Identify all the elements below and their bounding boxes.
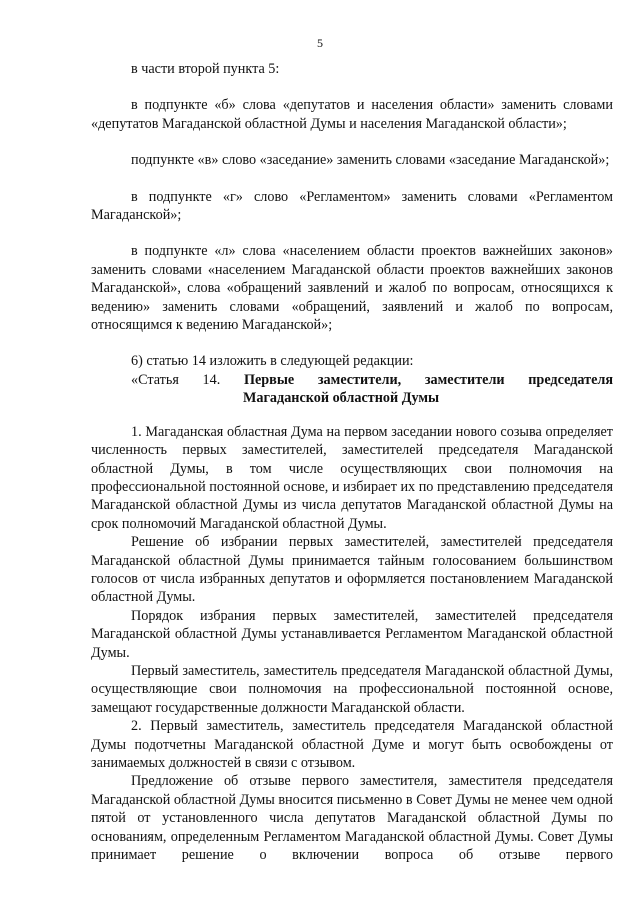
paragraph: в подпункте «б» слова «депутатов и населения области» заменить словами «депутатов Магаданской областной Думы и населения Магаданской области»;	[91, 97, 613, 132]
paragraph: 1. Магаданская областная Дума на первом заседании нового созыва определяет численность первых заместителей, заместителей председателя Магаданской областной Думы, в том числе осуществляющих свои полномочия на профессиональной постоянной основе, и избирает их по представлению председателя Магаданской областной Думы из числа депутатов Магаданской областной Думы на срок полномочий Магаданской областной Думы.	[91, 423, 613, 532]
article-heading	[91, 371, 613, 389]
article-heading-prefix: «Статья 14.	[131, 371, 221, 388]
paragraph: в подпункте «г» слово «Регламентом» заменить словами «Регламентом Магаданской»;	[91, 188, 613, 224]
paragraph: в части второй пункта 5:	[131, 61, 280, 77]
paragraph: Первый заместитель, заместитель председателя Магаданской областной Думы, осуществляющие свои полномочия на профессиональной постоянной основе, замещают государственные должности Магаданской области.	[91, 662, 613, 716]
paragraph: Предложение об отзыве первого заместителя, заместителя председателя Магаданской областной Думы вносится письменно в Совет Думы не менее чем одной пятой от установленного числа депутатов Магаданской областной Думы по основаниям, определенным Регламентом Магаданской областной Думы. Совет Думы принимает решение о включении вопроса об отзыве первого	[91, 773, 613, 864]
paragraph: 6) статью 14 изложить в следующей редакции:	[131, 353, 414, 370]
article-heading-title: Первые заместители, заместители председателя	[243, 371, 613, 388]
page-number: 5	[317, 36, 323, 50]
paragraph: Решение об избрании первых заместителей, заместителей председателя Магаданской областной Думы принимается тайным голосованием большинством голосов от числа избранных депутатов и оформляется постановлением Магаданской областной Думы.	[91, 534, 613, 606]
document-body	[91, 60, 613, 864]
paragraph: подпункте «в» слово «заседание» заменить словами «заседание Магаданской»;	[131, 152, 610, 169]
article-heading-title-continued: Магаданской областной Думы	[243, 390, 440, 407]
paragraph: в подпункте «л» слова «населением области проектов важнейших законов» заменить словами «населением Магаданской области проектов важнейших законов Магаданской», слова «обращений заявлений и жалоб по вопросам, относящихся к ведению» заменить словами «обращений, заявлений и жалоб по вопросам, относящимся к ведению Магаданской»;	[91, 243, 613, 334]
paragraph: Порядок избрания первых заместителей, заместителей председателя Магаданской областной Думы устанавливается Регламентом Магаданской областной Думы.	[91, 607, 613, 661]
paragraph: 2. Первый заместитель, заместитель председателя Магаданской областной Думы подотчетны Магаданской областной Думе и могут быть освобождены от занимаемых должностей в связи с отзывом.	[91, 718, 613, 771]
